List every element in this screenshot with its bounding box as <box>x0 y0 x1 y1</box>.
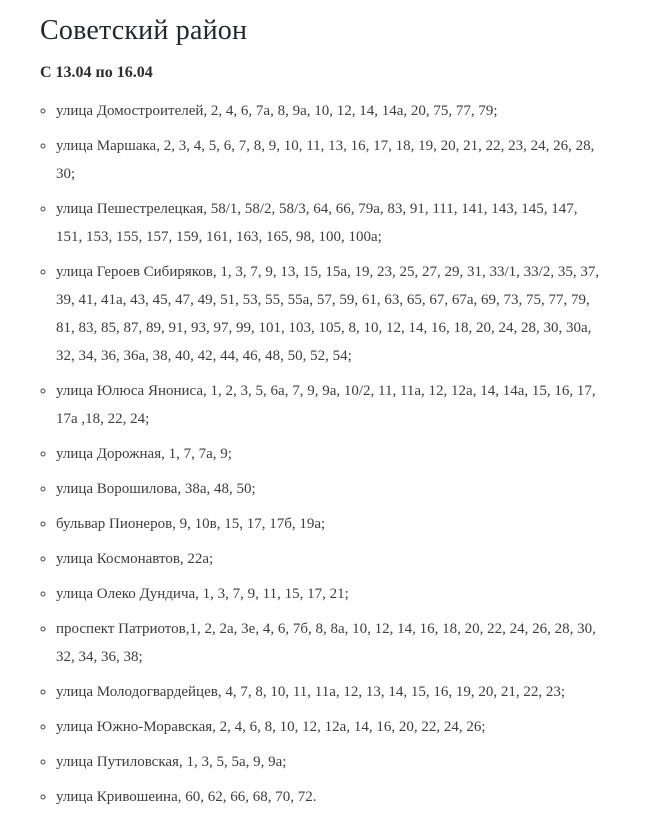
street-item: ◦ улица Космонавтов, 22а; <box>56 545 601 573</box>
district-section <box>0 14 650 811</box>
street-list <box>40 97 601 811</box>
date-range: С 13.04 по 16.04 <box>40 64 153 81</box>
street-item: ◦ улица Пешестрелецкая, 58/1, 58/2, 58/3, 64, 66, 79а, 83, 91, 111, 141, 143, 145, 147, 151, 153, 155, 157, 159, 161, 163, 165, 98, 100, 100а; <box>56 195 601 251</box>
street-item: ◦ улица Героев Сибиряков, 1, 3, 7, 9, 13, 15, 15а, 19, 23, 25, 27, 29, 31, 33/1, 33/2, 35, 37, 39, 41, 41а, 43, 45, 47, 49, 51, 53, 55, 55а, 57, 59, 61, 63, 65, 67, 67а, 69, 73, 75, 77, 79, 81, 83, 85, 87, 89, 91, 93, 97, 99, 101, 103, 105, 8, 10, 12, 14, 16, 18, 20, 24, 28, 30, 30а, 32, 34, 36, 36а, 38, 40, 42, 44, 46, 48, 50, 52, 54; <box>56 258 601 370</box>
street-item: ◦ улица Кривошеина, 60, 62, 66, 68, 70, 72. <box>56 783 601 811</box>
street-item: ◦ улица Юлюса Янониса, 1, 2, 3, 5, 6а, 7, 9, 9а, 10/2, 11, 11а, 12, 12а, 14, 14а, 15, 16, 17, 17а ,18, 22, 24; <box>56 377 601 433</box>
article-page <box>0 14 650 833</box>
street-item: ◦ улица Южно-Моравская, 2, 4, 6, 8, 10, 12, 12а, 14, 16, 20, 22, 24, 26; <box>56 713 601 741</box>
page-title: Советский район <box>40 15 248 46</box>
street-item: ◦ бульвар Пионеров, 9, 10в, 15, 17, 17б, 19а; <box>56 510 601 538</box>
street-item: ◦ проспект Патриотов,1, 2, 2а, 3е, 4, 6, 7б, 8, 8а, 10, 12, 14, 16, 18, 20, 22, 24, 26, 28, 30, 32, 34, 36, 38; <box>56 615 601 671</box>
street-item: ◦ улица Путиловская, 1, 3, 5, 5а, 9, 9а; <box>56 748 601 776</box>
street-item: ◦ улица Дорожная, 1, 7, 7а, 9; <box>56 440 601 468</box>
street-item: ◦ улица Молодогвардейцев, 4, 7, 8, 10, 11, 11а, 12, 13, 14, 15, 16, 19, 20, 21, 22, 23; <box>56 678 601 706</box>
street-item: ◦ улица Олеко Дундича, 1, 3, 7, 9, 11, 15, 17, 21; <box>56 580 601 608</box>
street-item: ◦ улица Маршака, 2, 3, 4, 5, 6, 7, 8, 9, 10, 11, 13, 16, 17, 18, 19, 20, 21, 22, 23, 24, 26, 28, 30; <box>56 132 601 188</box>
street-item: ◦ улица Ворошилова, 38а, 48, 50; <box>56 475 601 503</box>
street-item: ◦ улица Домостроителей, 2, 4, 6, 7а, 8, 9а, 10, 12, 14, 14а, 20, 75, 77, 79; <box>56 97 601 125</box>
